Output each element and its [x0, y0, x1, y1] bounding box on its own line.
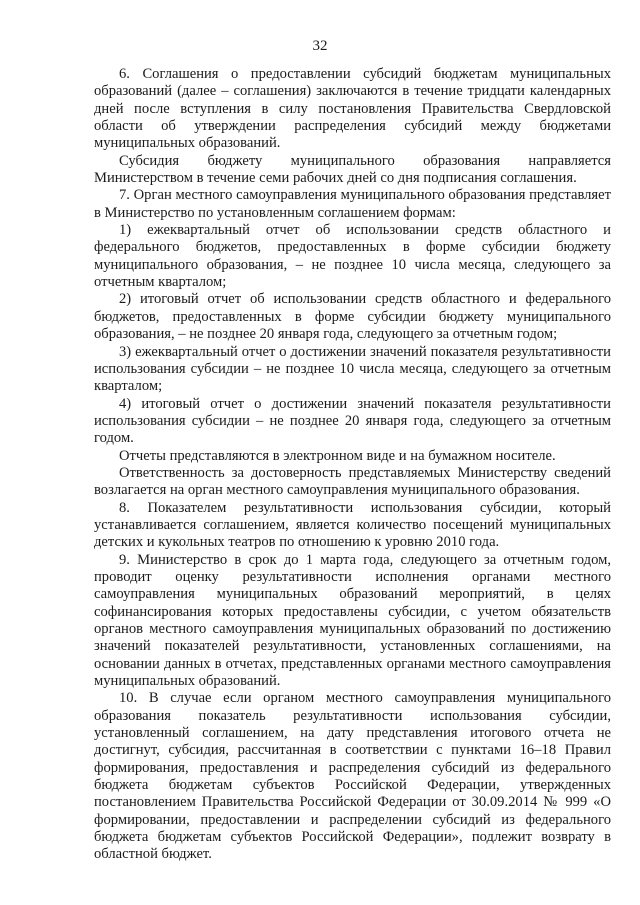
- document-body: [94, 66, 611, 864]
- paragraph-responsibility: Ответственность за достоверность представляемых Министерству сведений возлагается на орган местного самоуправления муниципального образования.: [94, 464, 611, 499]
- paragraph-9: 9. Министерство в срок до 1 марта года, следующего за отчетным годом, проводит оценку результативности исполнения органами местного самоуправления муниципальных образований мероприятий, в целях софинансирования которых предоставлены субсидии, с учетом обязательств органов местного самоуправления муниципальных образований по достижению значений показателей результативности, установленных соглашениями, на основании данных в отчетах, представленных органами местного самоуправления муниципальных образований.: [94, 551, 611, 690]
- list-item-2: 2) итоговый отчет об использовании средств областного и федерального бюджетов, предоставленных в форме субсидии бюджету муниципального образования, – не позднее 20 января года, следующего за отчетным годом;: [94, 291, 611, 343]
- page-number: 32: [312, 38, 328, 54]
- paragraph-10: 10. В случае если органом местного самоуправления муниципального образования показатель результативности использования субсидии, установленный соглашением, на дату представления итогового отчета не достигнут, субсидия, рассчитанная в соответствии с пунктами 16–18 Правил формирования, предоставления и распределения субсидий из федерального бюджета бюджетам субъектов Российской Федерации, утвержденных постановлением Правительства Российской Федерации от 30.09.2014 № 999 «О формировании, предоставлении и распределении субсидий из федерального бюджета бюджетам субъектов Российской Федерации», подлежит возврату в областной бюджет.: [94, 690, 611, 863]
- paragraph-8: 8. Показателем результативности использования субсидии, который устанавливается соглашением, является количество посещений муниципальных детских и кукольных театров по отношению к уровню 2010 года.: [94, 499, 611, 551]
- list-item-1: 1) ежеквартальный отчет об использовании средств областного и федерального бюджетов, предоставленных в форме субсидии бюджету муниципального образования, – не позднее 10 числа месяца, следующего за отчетным кварталом;: [94, 222, 611, 291]
- paragraph-report-format: Отчеты представляются в электронном виде и на бумажном носителе.: [119, 447, 556, 464]
- paragraph-6: 6. Соглашения о предоставлении субсидий бюджетам муниципальных образований (далее – соглашения) заключаются в течение тридцати календарных дней после вступления в силу постановления Правительства Свердловской области об утверждении распределения субсидий между бюджетами муниципальных образований.: [94, 66, 611, 152]
- paragraph-subsidy-transfer: Субсидия бюджету муниципального образования направляется Министерством в течение семи рабочих дней со дня подписания соглашения.: [94, 152, 611, 187]
- paragraph-7: 7. Орган местного самоуправления муниципального образования представляет в Министерство по установленным соглашением формам:: [94, 187, 611, 221]
- list-item-3: 3) ежеквартальный отчет о достижении значений показателя результативности использования субсидии – не позднее 10 числа месяца, следующего за отчетным кварталом;: [94, 343, 611, 395]
- list-item-4: 4) итоговый отчет о достижении значений показателя результативности использования субсидии – не позднее 20 января года, следующего за отчетным годом.: [94, 395, 611, 447]
